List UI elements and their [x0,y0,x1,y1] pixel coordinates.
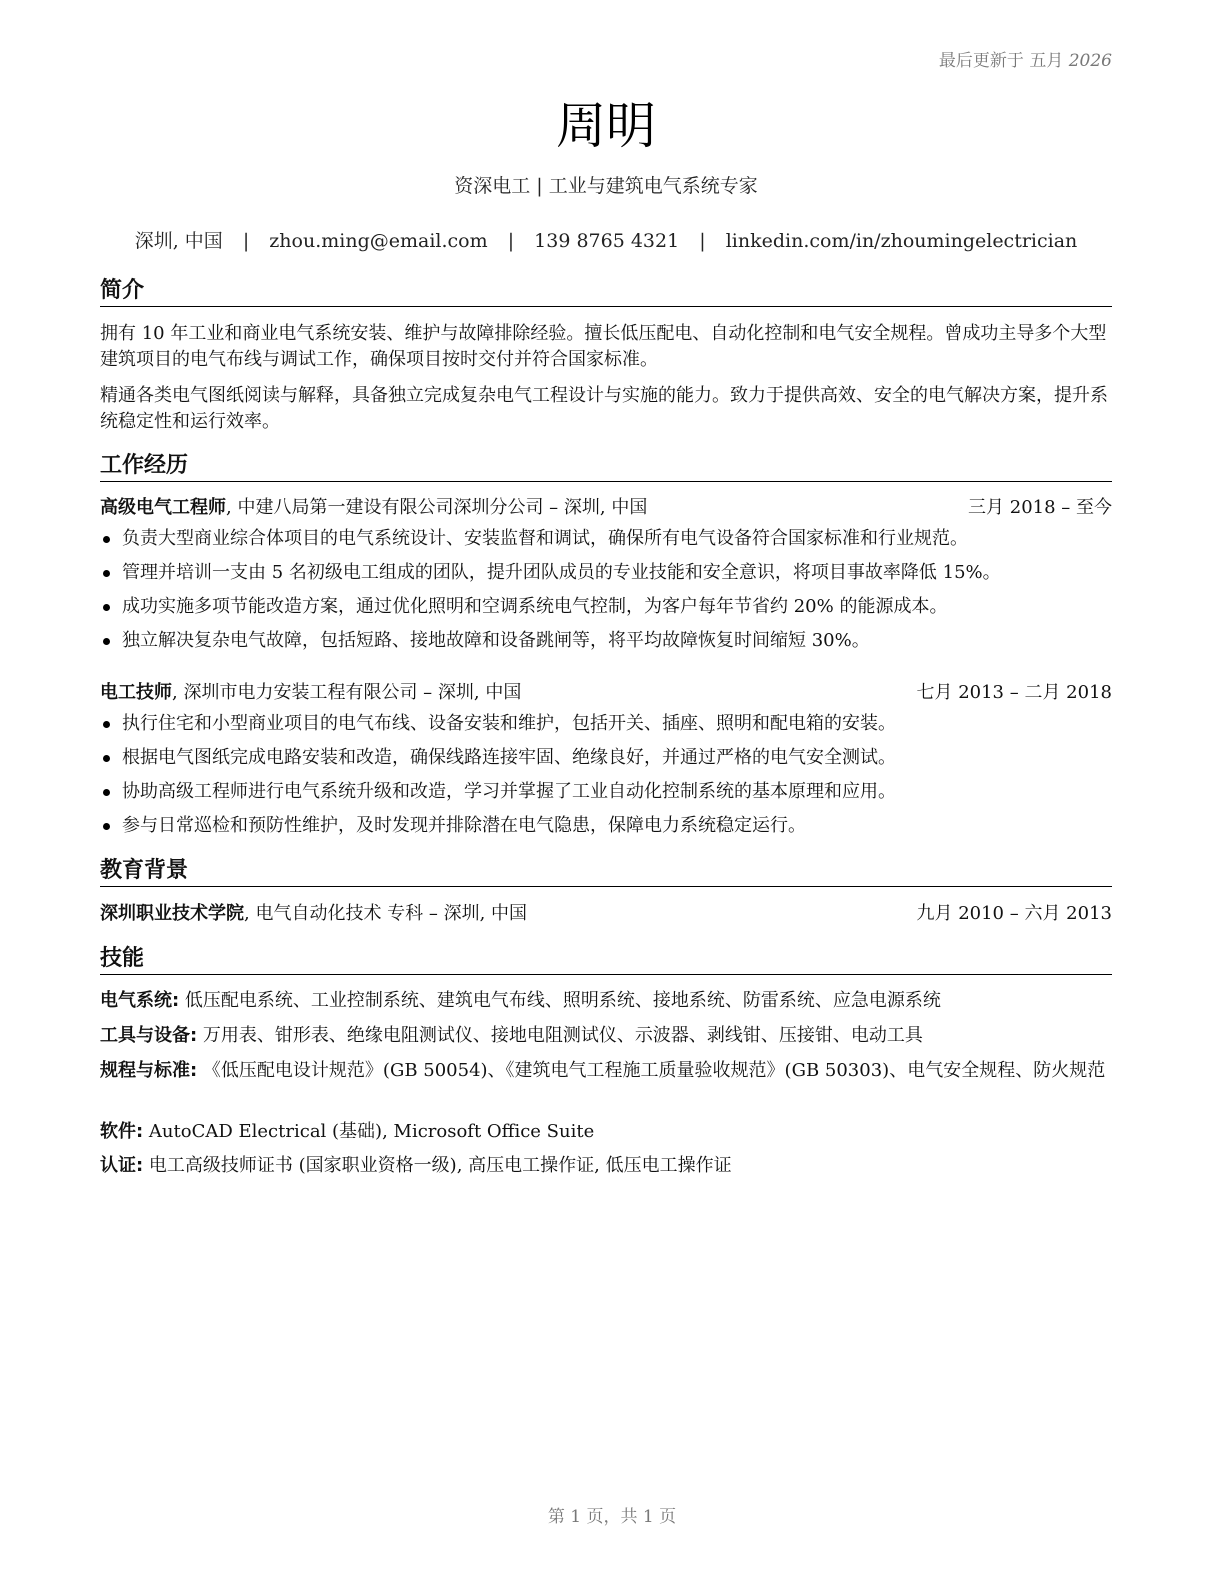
summary-paragraph: 精通各类电气图纸阅读与解释，具备独立完成复杂电气工程设计与实施的能力。致力于提供高效、安全的电气解决方案，提升系统稳定性和运行效率。 [100,385,1108,432]
summary-paragraph: 拥有 10 年工业和商业电气系统安装、维护与故障排除经验。擅长低压配电、自动化控制和电气安全规程。曾成功主导多个大型建筑项目的电气布线与调试工作，确保项目按时交付并符合国家标准。 [100,323,1107,370]
skill-label: 软件: [100,1121,144,1142]
contact-line [100,226,1112,253]
candidate-subtitle: 资深电工 | 工业与建筑电气系统专家 [454,175,758,197]
list-item: 成功实施多项节能改造方案，通过优化照明和空调系统电气控制，为客户每年节省约 20% 的能源成本。 [100,594,1112,628]
job-org: , 中建八局第一建设有限公司深圳分公司 – 深圳, 中国 [226,497,648,518]
list-item: 协助高级工程师进行电气系统升级和改造，学习并掌握了工业自动化控制系统的基本原理和应用。 [100,779,1112,813]
skill-row [100,1023,1112,1049]
skill-row [100,1119,1112,1145]
skill-row [100,988,1112,1014]
list-item: 独立解决复杂电气故障，包括短路、接地故障和设备跳闸等，将平均故障恢复时间缩短 30%。 [100,628,1112,662]
job-bullets [100,526,1112,662]
candidate-name: 周明 [556,97,656,155]
job-org: , 深圳市电力安装工程有限公司 – 深圳, 中国 [172,682,522,703]
last-updated-prefix: 最后更新于 五月 [938,51,1064,71]
job-date: 七月 2013 – 二月 2018 [916,682,1112,703]
list-item: 参与日常巡检和预防性维护，及时发现并排除潜在电气隐患，保障电力系统稳定运行。 [100,813,1112,847]
contact-phone: 139 8765 4321 [534,230,680,252]
section-title-summary: 简介 [100,278,1112,307]
skill-label: 规程与标准: [100,1060,198,1081]
contact-email[interactable]: zhou.ming@email.com [269,230,488,252]
section-title-education: 教育背景 [100,858,1112,887]
skill-row [100,1153,1112,1179]
list-item: 负责大型商业综合体项目的电气系统设计、安装监督和调试，确保所有电气设备符合国家标准和行业规范。 [100,526,1112,560]
skill-label: 工具与设备: [100,1025,198,1046]
list-item: 执行住宅和小型商业项目的电气布线、设备安装和维护，包括开关、插座、照明和配电箱的安装。 [100,711,1112,745]
education-date: 九月 2010 – 六月 2013 [916,903,1112,924]
education-entry [100,901,1112,927]
last-updated [939,46,1112,71]
job-role: 电工技师 [100,682,172,703]
job-role: 高级电气工程师 [100,497,226,518]
education-detail: , 电气自动化技术 专科 – 深圳, 中国 [244,903,528,924]
contact-separator: | [699,230,706,252]
skill-value: 《低压配电设计规范》(GB 50054)、《建筑电气工程施工质量验收规范》(GB 50303)、电气安全规程、防火规范 [197,1060,1106,1081]
contact-separator: | [507,230,515,252]
page-number: 第 1 页，共 1 页 [547,1507,677,1527]
skill-value: AutoCAD Electrical (基础), Microsoft Office Suite [143,1121,595,1142]
skill-row [100,1058,1112,1084]
contact-separator: | [242,230,250,252]
contact-linkedin[interactable]: linkedin.com/in/zhoumingelectrician [725,230,1078,252]
list-item: 根据电气图纸完成电路安装和改造，确保线路连接牢固、绝缘良好，并通过严格的电气安全测试。 [100,745,1112,779]
skill-value: 万用表、钳形表、绝缘电阻测试仪、接地电阻测试仪、示波器、剥线钳、压接钳、电动工具 [197,1025,923,1046]
last-updated-year: 2026 [1068,51,1112,71]
skill-value: 电工高级技师证书 (国家职业资格一级), 高压电工操作证, 低压电工操作证 [143,1155,732,1176]
education-school: 深圳职业技术学院 [100,903,244,924]
section-title-skills: 技能 [100,946,1112,975]
list-item: 管理并培训一支由 5 名初级电工组成的团队，提升团队成员的专业技能和安全意识，将项目事故率降低 15%。 [100,560,1112,594]
skill-label: 电气系统: [100,990,180,1011]
contact-location: 深圳, 中国 [134,230,223,252]
section-title-experience: 工作经历 [100,453,1112,482]
job-bullets [100,711,1112,847]
job-header [100,680,1112,706]
skill-label: 认证: [100,1155,144,1176]
job-header [100,495,1112,521]
skill-value: 低压配电系统、工业控制系统、建筑电气布线、照明系统、接地系统、防雷系统、应急电源系统 [179,990,941,1011]
job-date: 三月 2018 – 至今 [968,497,1112,518]
